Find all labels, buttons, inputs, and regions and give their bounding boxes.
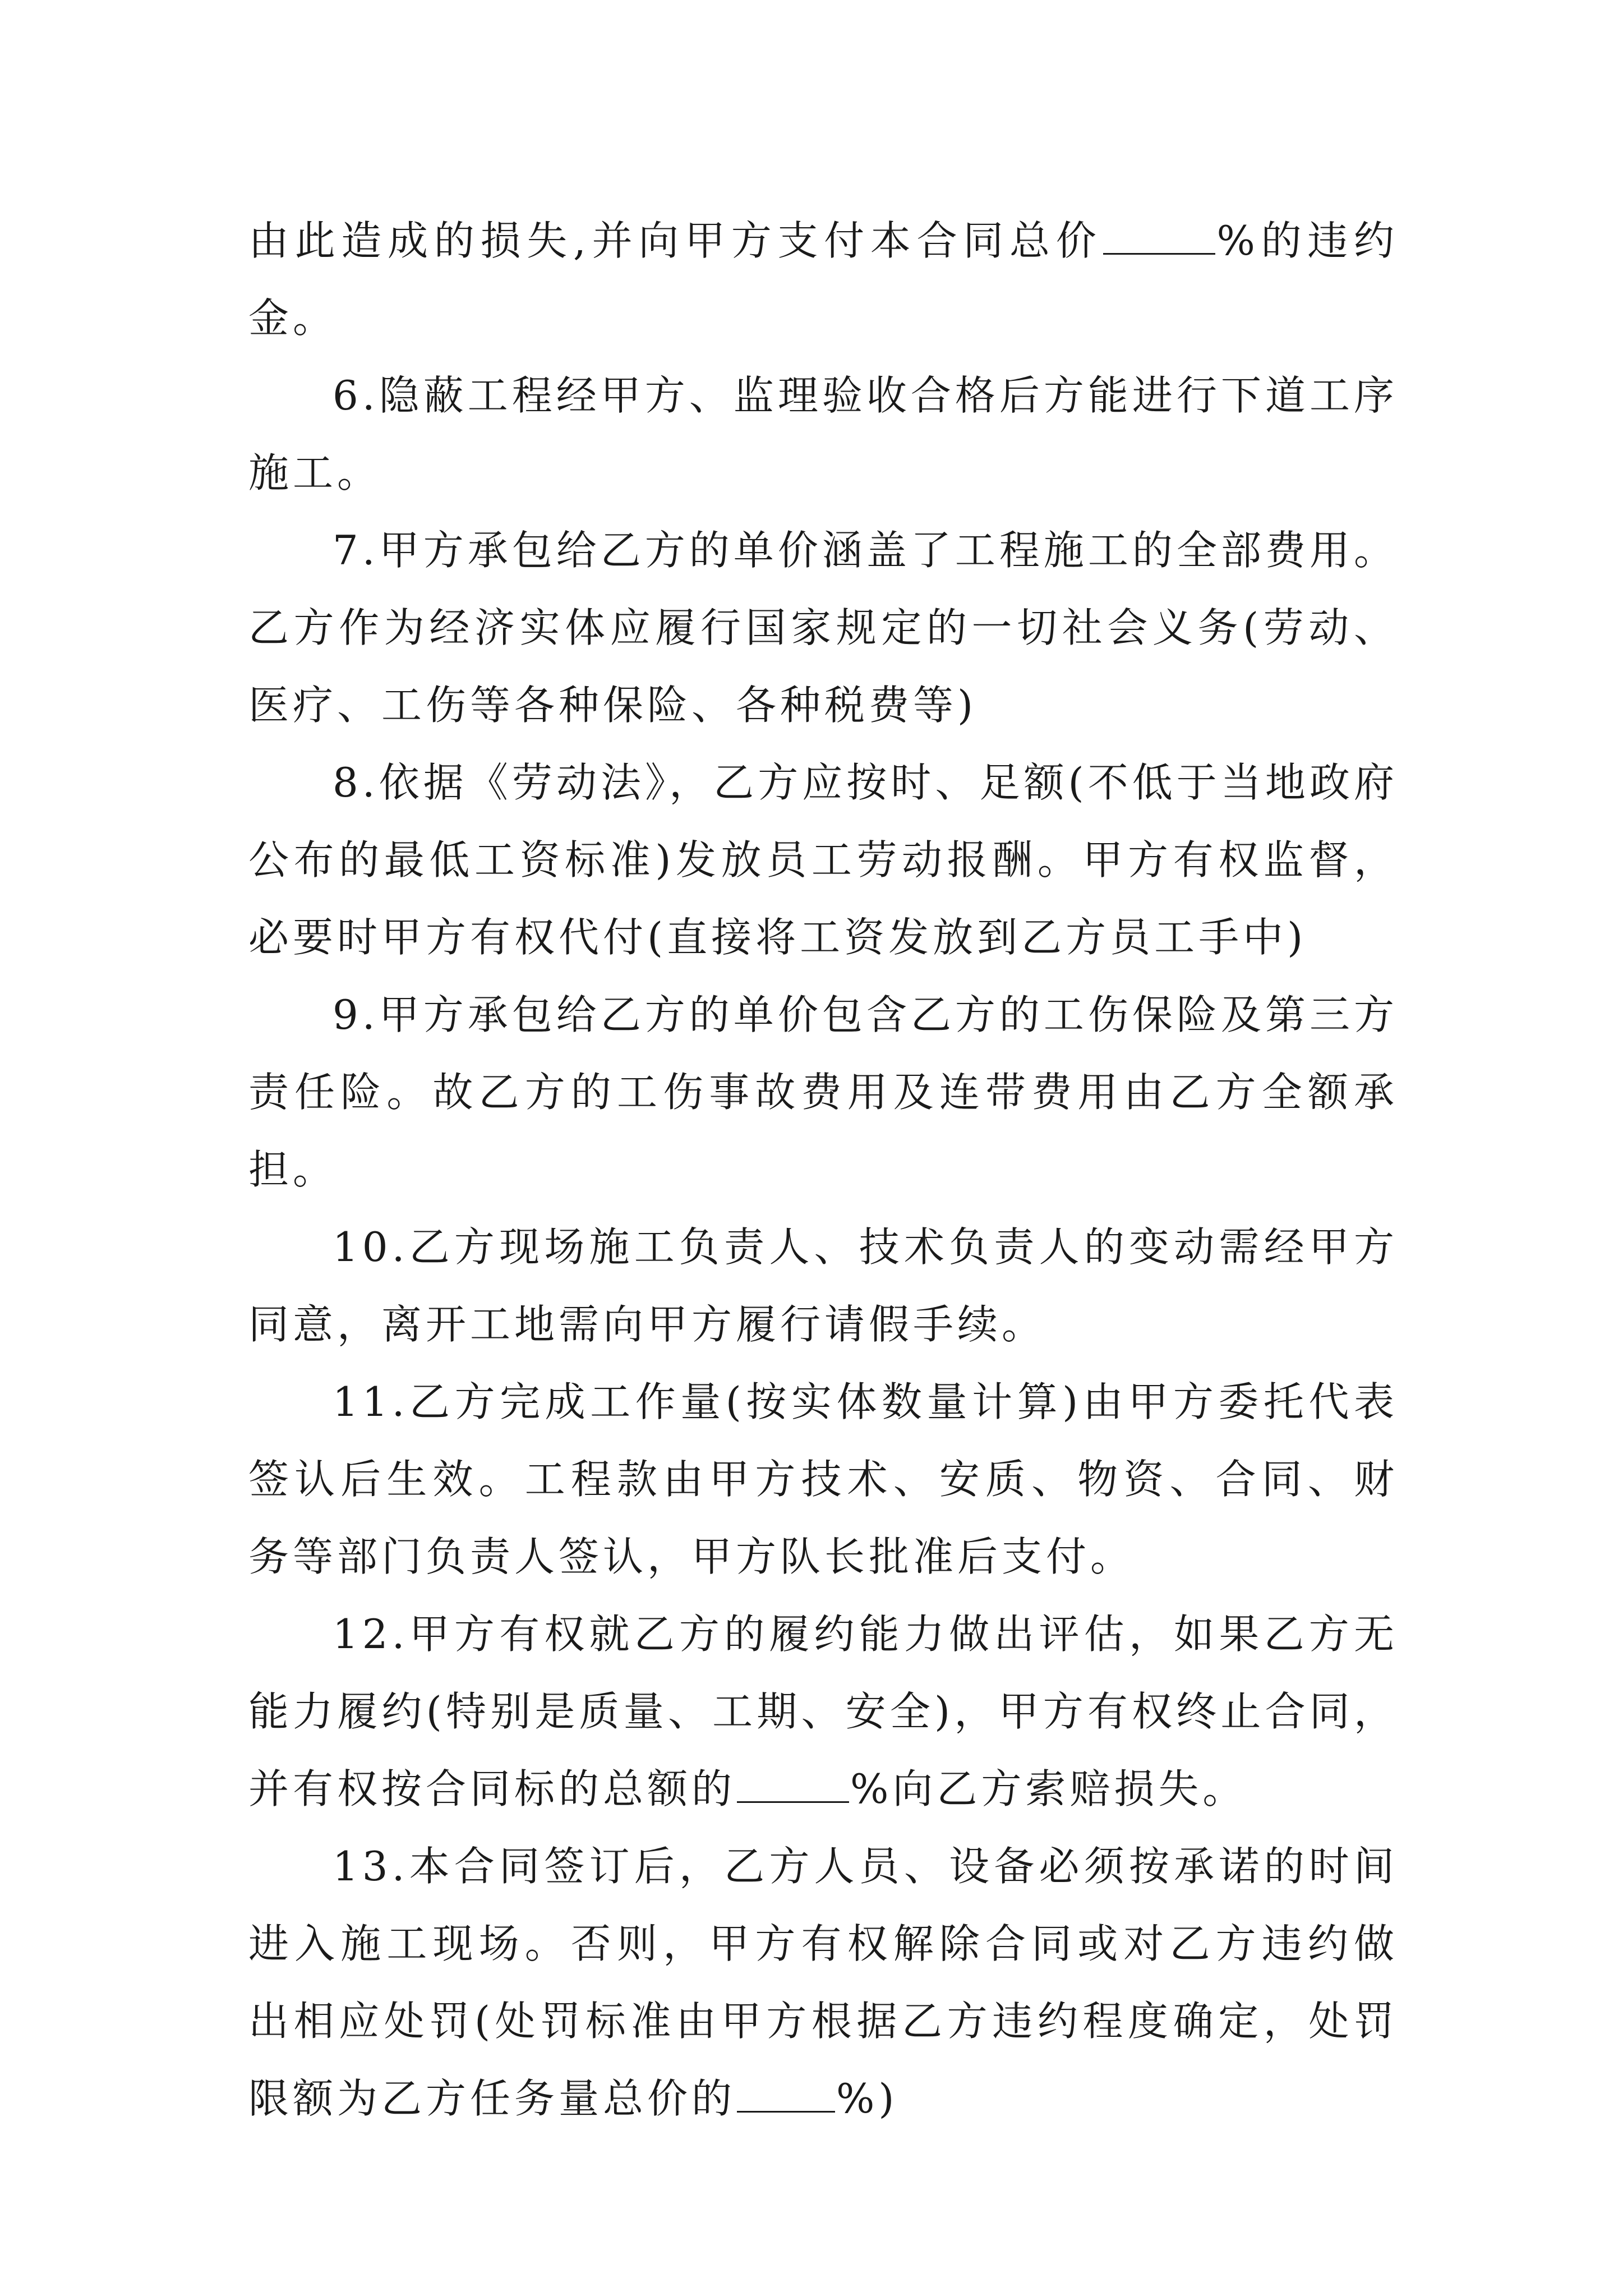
paragraph-8: 8.依据《劳动法》，乙方应按时、足额(不低于当地政府公布的最低工资标准)发放员工劳动报酬。甲方有权监督，必要时甲方有权代付(直接将工资发放到乙方员工手中)	[248, 759, 1398, 961]
paragraph-12	[248, 1595, 1398, 1828]
paragraph-text: 由此造成的损失,并向甲方支付本合同总价	[248, 217, 1103, 264]
paragraph-5-continuation	[248, 202, 1398, 357]
fill-in-blank[interactable]	[1103, 213, 1215, 255]
paragraph-text: 13.本合同签订后，乙方人员、设备必须按承诺的时间进入施工现场。否则，甲方有权解除合同或对乙方违约做出相应处罚(处罚标准由甲方根据乙方违约程度确定，处罚限额为乙方任务量总价的	[248, 1843, 1398, 2122]
paragraph-text: %的违约金。	[248, 217, 1398, 342]
paragraph-text: %向乙方索赔损失。	[850, 1765, 1247, 1812]
fill-in-blank[interactable]	[737, 1761, 849, 1803]
paragraph-10: 10.乙方现场施工负责人、技术负责人的变动需经甲方同意，离开工地需向甲方履行请假手续。	[248, 1223, 1398, 1348]
contract-body	[248, 202, 1398, 2137]
paragraph-11: 11.乙方完成工作量(按实体数量计算)由甲方委托代表签认后生效。工程款由甲方技术、安质、物资、合同、财务等部门负责人签认，甲方队长批准后支付。	[248, 1378, 1398, 1580]
paragraph-13	[248, 1828, 1398, 2137]
paragraph-6: 6.隐蔽工程经甲方、监理验收合格后方能进行下道工序施工。	[248, 372, 1398, 496]
paragraph-text: 12.甲方有权就乙方的履约能力做出评估，如果乙方无能力履约(特别是质量、工期、安全)，甲方有权终止合同，并有权按合同标的总额的	[248, 1611, 1398, 1812]
paragraph-9: 9.甲方承包给乙方的单价包含乙方的工伤保险及第三方责任险。故乙方的工伤事故费用及连带费用由乙方全额承担。	[248, 991, 1398, 1193]
paragraph-text: %)	[836, 2075, 898, 2122]
paragraph-7: 7.甲方承包给乙方的单价涵盖了工程施工的全部费用。乙方作为经济实体应履行国家规定的一切社会义务(劳动、医疗、工伤等各种保险、各种税费等)	[248, 527, 1398, 729]
fill-in-blank[interactable]	[737, 2070, 835, 2113]
